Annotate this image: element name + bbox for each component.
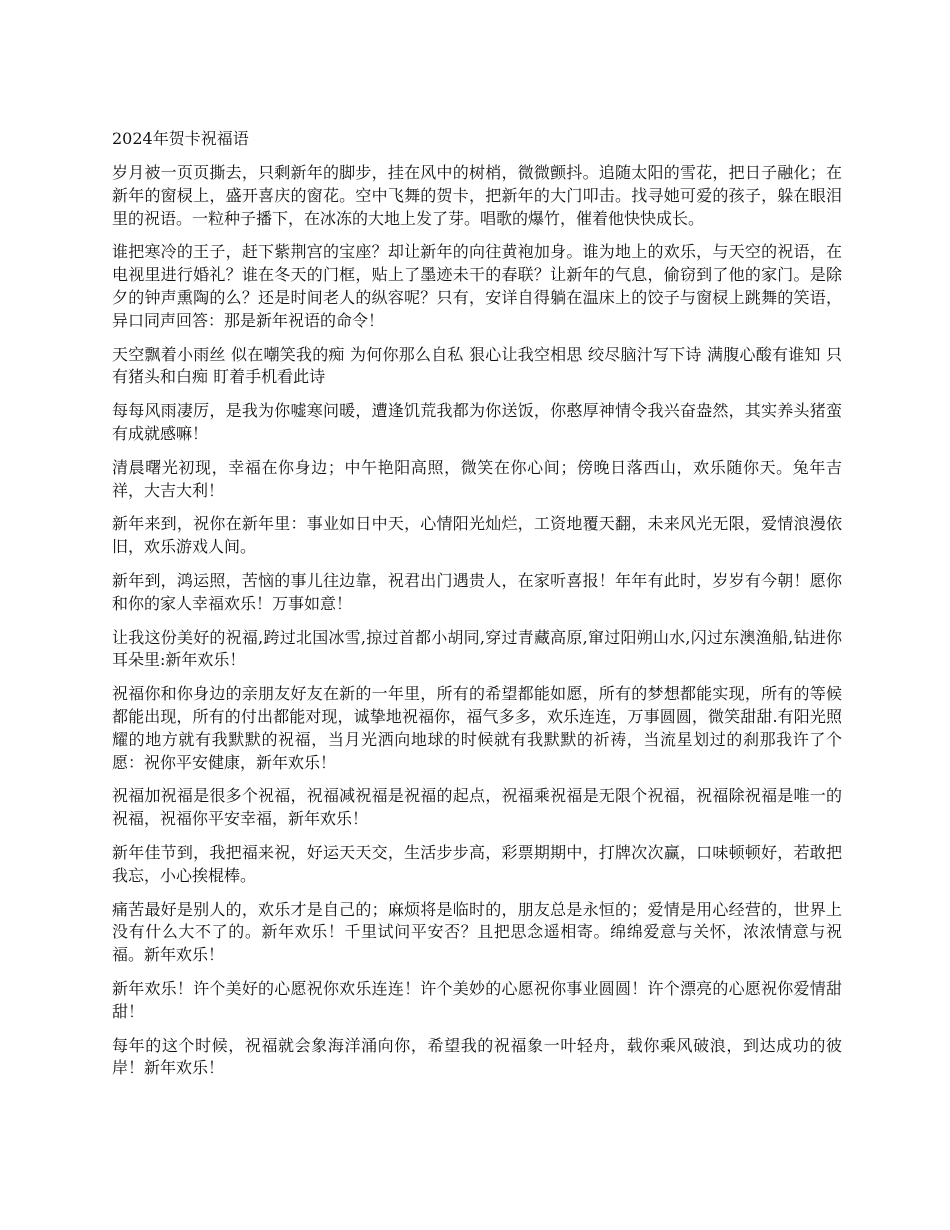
document-title: 2024年贺卡祝福语 [112, 129, 249, 148]
document-body [112, 118, 842, 1091]
paragraph: 新年来到，祝你在新年里：事业如日中天，心情阳光灿烂，工资地覆天翻，未来风光无限，爱情浪漫依旧，欢乐游戏人间。 [112, 514, 842, 557]
paragraph: 新年到，鸿运照，苦恼的事儿往边靠，祝君出门遇贵人，在家听喜报！年年有此时，岁岁有今朝！愿你和你的家人幸福欢乐！万事如意！ [112, 570, 842, 613]
paragraph: 每年的这个时候，祝福就会象海洋涌向你，希望我的祝福象一叶轻舟，载你乘风破浪，到达成功的彼岸！新年欢乐！ [112, 1035, 842, 1078]
paragraph: 每每风雨凄厉，是我为你嘘寒问暖，遭逢饥荒我都为你送饭，你憨厚神情令我兴奋盎然，其实养头猪蛮有成就感嘛！ [112, 401, 842, 443]
paragraph: 祝福加祝福是很多个祝福，祝福减祝福是祝福的起点，祝福乘祝福是无限个祝福，祝福除祝福是唯一的祝福，祝福你平安幸福，新年欢乐！ [112, 786, 842, 829]
paragraph: 祝福你和你身边的亲朋友好友在新的一年里，所有的希望都能如愿，所有的梦想都能实现，所有的等候都能出现，所有的付出都能对现，诚挚地祝福你，福气多多，欢乐连连，万事圆圆，微笑甜甜.有阳光照耀的地方就有我默默的祝福，当月光洒向地球的时候就有我默默的祈祷，当流星划过的刹那我许了个愿：祝你平安健康，新年欢乐！ [112, 684, 842, 772]
paragraph: 痛苦最好是别人的，欢乐才是自己的；麻烦将是临时的，朋友总是永恒的；爱情是用心经营的，世界上没有什么大不了的。新年欢乐！千里试问平安否？且把思念遥相寄。绵绵爱意与关怀，浓浓情意与祝福。新年欢乐！ [112, 899, 842, 965]
paragraph: 岁月被一页页撕去，只剩新年的脚步，挂在风中的树梢，微微颤抖。追随太阳的雪花，把日子融化；在新年的窗棂上，盛开喜庆的窗花。空中飞舞的贺卡，把新年的大门叩击。找寻她可爱的孩子，躲在眼泪里的祝语。一粒种子播下，在冰冻的大地上发了芽。唱歌的爆竹，催着他快快成长。 [112, 163, 842, 228]
paragraph: 天空飘着小雨丝 似在嘲笑我的痴 为何你那么自私 狠心让我空相思 绞尽脑汁写下诗 满腹心酸有谁知 只有猪头和白痴 盯着手机看此诗 [112, 344, 842, 387]
paragraph: 让我这份美好的祝福,跨过北国冰雪,掠过首都小胡同,穿过青藏高原,窜过阳朔山水,闪过东澳渔船,钻进你耳朵里:新年欢乐！ [112, 627, 842, 670]
paragraph: 新年佳节到，我把福来祝，好运天天交，生活步步高，彩票期期中，打牌次次赢，口味顿顿好，若敢把我忘，小心挨棍棒。 [112, 842, 842, 885]
paragraph: 清晨曙光初现，幸福在你身边；中午艳阳高照，微笑在你心间；傍晚日落西山，欢乐随你天。兔年吉祥，大吉大利！ [112, 457, 842, 500]
paragraph: 谁把寒冷的王子，赶下紫荆宫的宝座？却让新年的向往黄袍加身。谁为地上的欢乐，与天空的祝语，在电视里进行婚礼？谁在冬天的门框，贴上了墨迹未干的春联？让新年的气息，偷窃到了他的家门。是除夕的钟声熏陶的么？还是时间老人的纵容呢？只有，安详自得躺在温床上的饺子与窗棂上跳舞的笑语，异口同声回答：那是新年祝语的命令！ [112, 242, 842, 330]
paragraph: 新年欢乐！许个美好的心愿祝你欢乐连连！许个美妙的心愿祝你事业圆圆！许个漂亮的心愿祝你爱情甜甜！ [112, 978, 842, 1021]
